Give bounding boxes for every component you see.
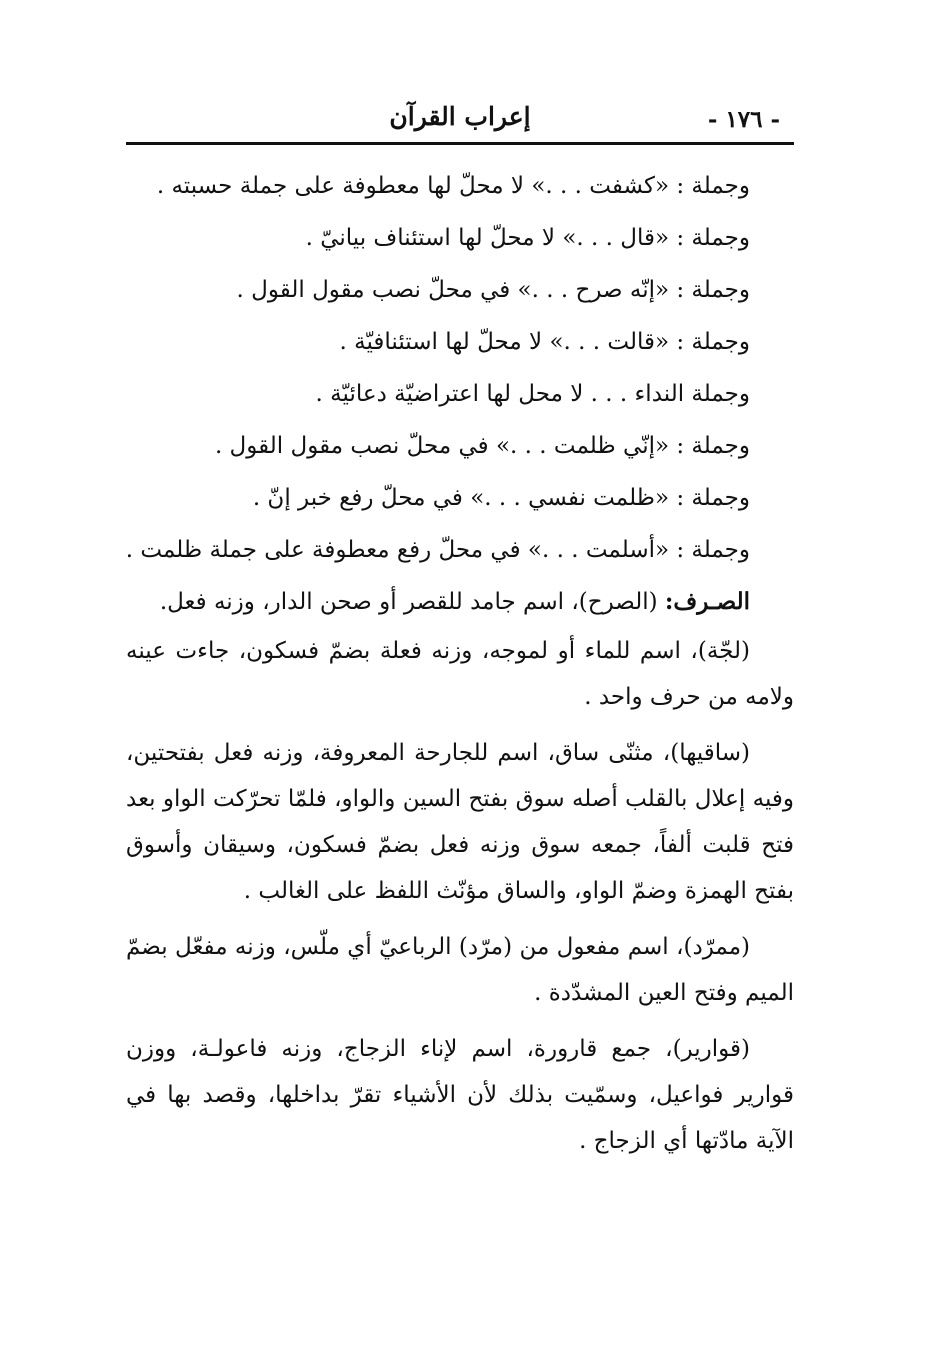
sarf-text: (الصرح)، اسم جامد للقصر أو صحن الدار، وزنه فعل. xyxy=(159,589,665,615)
paragraph-line: (لجّة)، اسم للماء أو لموجه، وزنه فعلة بضمّ فسكون، جاءت عينه xyxy=(126,638,750,664)
paragraph-qawarir xyxy=(126,1026,794,1164)
syntax-line: وجملة : «إنّه صرح . . .» في محلّ نصب مقول القول . xyxy=(236,277,750,303)
sarf-label: الصـرف: xyxy=(664,588,750,615)
syntax-line: وجملة : «قالت . . .» لا محلّ لها استئنافيّة . xyxy=(339,329,750,355)
syntax-line: وجملة : «أسلمت . . .» في محلّ رفع معطوفة على جملة ظلمت . xyxy=(125,537,750,563)
paragraph-line: (ممرّد)، اسم مفعول من (مرّد) الرباعيّ أي ملّس، وزنه مفعّل بضمّ xyxy=(126,934,750,960)
syntax-line: وجملة : «إنّي ظلمت . . .» في محلّ نصب مقول القول . xyxy=(214,433,750,459)
syntax-line: وجملة النداء . . . لا محل لها اعتراضيّة دعائيّة . xyxy=(315,381,750,407)
paragraph-lujja xyxy=(126,628,794,720)
paragraph-line: الآية مادّتها أي الزجاج . xyxy=(579,1128,794,1154)
paragraph-saqayha xyxy=(126,730,794,914)
header-rule xyxy=(126,142,794,145)
paragraph-mumarrad xyxy=(126,924,794,1016)
sarf-line xyxy=(126,576,794,628)
syntax-line: وجملة : «قال . . .» لا محلّ لها استئناف بيانيّ . xyxy=(305,225,750,251)
page-body xyxy=(126,160,794,1164)
page-number: - ١٧٦ - xyxy=(707,106,780,133)
paragraph-line: (ساقيها)، مثنّى ساق، اسم للجارحة المعروفة، وزنه فعل بفتحتين، xyxy=(126,740,750,766)
syntax-line: وجملة : «كشفت . . .» لا محلّ لها معطوفة على جملة حسبته . xyxy=(156,173,750,199)
paragraph-line: بفتح الهمزة وضمّ الواو، والساق مؤنّث اللفظ على الغالب . xyxy=(243,878,794,904)
paragraph-line: ولامه من حرف واحد . xyxy=(584,684,794,710)
paragraph-line: الميم وفتح العين المشدّدة . xyxy=(534,980,794,1006)
paragraph-line: فتح قلبت ألفاً، جمعه سوق وزنه فعل بضمّ فسكون، وسيقان وأسوق xyxy=(126,832,794,858)
paragraph-line: قوارير فواعيل، وسمّيت بذلك لأن الأشياء تقرّ بداخلها، وقصد بها في xyxy=(126,1082,794,1108)
paragraph-line: (قوارير)، جمع قارورة، اسم لإناء الزجاج، وزنه فاعولـة، ووزن xyxy=(126,1036,750,1062)
syntax-line: وجملة : «ظلمت نفسي . . .» في محلّ رفع خبر إنّ . xyxy=(252,485,750,511)
page-header xyxy=(126,100,794,140)
paragraph-line: وفيه إعلال بالقلب أصله سوق بفتح السين والواو، فلمّا تحرّكت الواو بعد xyxy=(126,786,794,812)
running-title: إعراب القرآن xyxy=(389,102,531,131)
